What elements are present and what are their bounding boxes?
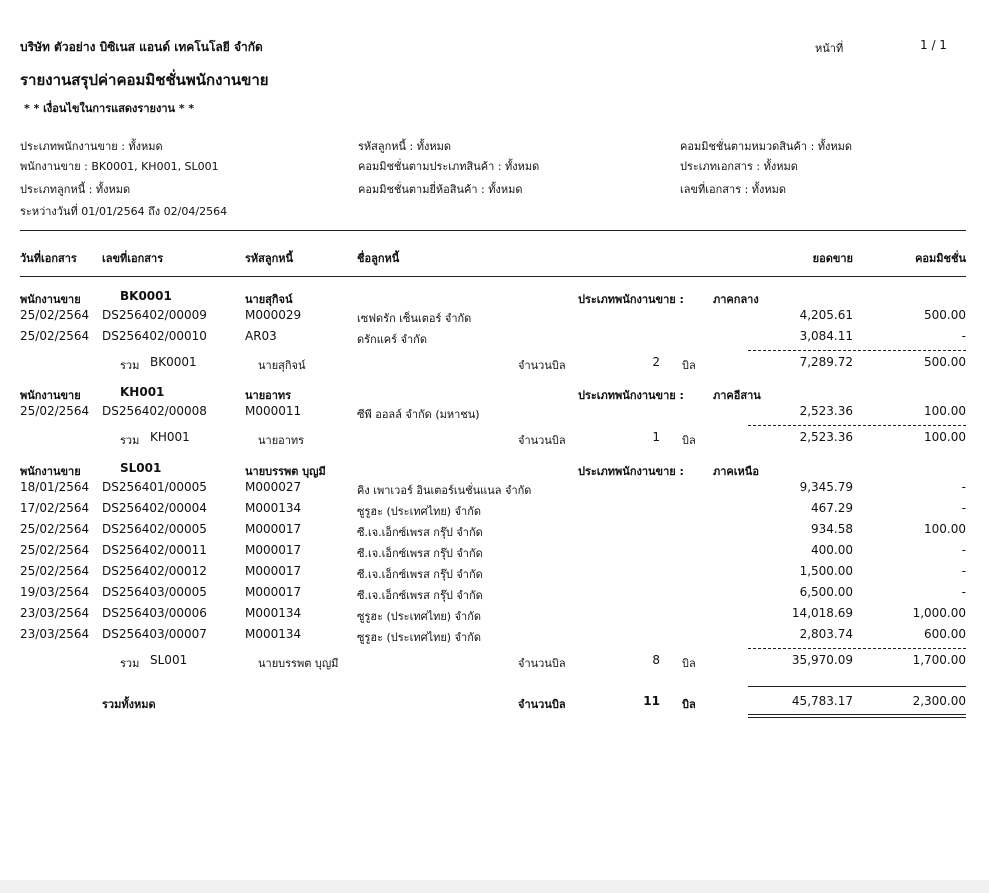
row-custname: ซี.เจ.เอ็กซ์เพรส กรุ๊ป จำกัด [357, 589, 483, 602]
report-title: รายงานสรุปค่าคอมมิชชั่นพนักงานขาย [20, 71, 269, 89]
condition-product-category: คอมมิชชั่นตามหมวดสินค้า : ทั้งหมด [680, 140, 853, 153]
subtotal-code: SL001 [150, 653, 188, 667]
column-header-commission: คอมมิชชั่น [915, 252, 966, 265]
subtotal-dashed-rule [748, 648, 966, 649]
row-custcode: AR03 [245, 329, 277, 343]
grand-total-double-rule-2 [748, 717, 966, 718]
row-custcode: M000029 [245, 308, 302, 322]
salesperson-name: นายสุกิจน์ [245, 293, 293, 306]
salesperson-type-value: ภาคเหนือ [713, 465, 759, 478]
row-docno: DS256402/00004 [102, 501, 207, 515]
row-commission: 1,000.00 [912, 606, 966, 620]
row-commission: 500.00 [924, 308, 966, 322]
column-header-date: วันที่เอกสาร [20, 252, 77, 265]
row-date: 23/03/2564 [20, 606, 90, 620]
salesperson-code: KH001 [120, 385, 165, 399]
subtotal-bill-unit: บิล [682, 434, 696, 447]
subtotal-bill-unit: บิล [682, 359, 696, 372]
subtotal-bill-count: 2 [652, 355, 660, 369]
subtotal-label: รวม [120, 657, 140, 670]
row-custname: ซูรูฮะ (ประเทศไทย) จำกัด [357, 610, 482, 623]
condition-product-type: คอมมิชชั่นตามประเภทสินค้า : ทั้งหมด [358, 160, 540, 173]
condition-salesperson-type: ประเภทพนักงานขาย : ทั้งหมด [20, 140, 163, 153]
row-commission: 100.00 [924, 404, 966, 418]
condition-document-number: เลขที่เอกสาร : ทั้งหมด [680, 183, 787, 196]
row-custcode: M000017 [245, 543, 302, 557]
column-header-custname: ชื่อลูกหนี้ [357, 252, 400, 265]
row-commission: 100.00 [924, 522, 966, 536]
grand-total-commission: 2,300.00 [912, 694, 966, 708]
salesperson-name: นายอาทร [245, 389, 292, 402]
subtotal-bill-unit: บิล [682, 657, 696, 670]
row-sales: 2,523.36 [799, 404, 853, 418]
row-date: 25/02/2564 [20, 329, 90, 343]
company-name: บริษัท ตัวอย่าง บิซิเนส แอนด์ เทคโนโลยี จำกัด [20, 40, 263, 54]
subtotal-sales: 2,523.36 [799, 430, 853, 444]
subtotal-commission: 100.00 [924, 430, 966, 444]
subtotal-label: รวม [120, 434, 140, 447]
header-bottom-rule [20, 276, 966, 277]
condition-document-type: ประเภทเอกสาร : ทั้งหมด [680, 160, 798, 173]
row-docno: DS256402/00005 [102, 522, 207, 536]
subtotal-dashed-rule [748, 350, 966, 351]
row-custname: คิง เพาเวอร์ อินเตอร์เนชั่นแนล จำกัด [357, 484, 532, 497]
salesperson-type-label: ประเภทพนักงานขาย : [578, 293, 684, 306]
row-docno: DS256403/00005 [102, 585, 207, 599]
row-docno: DS256402/00009 [102, 308, 207, 322]
row-sales: 4,205.61 [799, 308, 853, 322]
row-custname: ซี.เจ.เอ็กซ์เพรส กรุ๊ป จำกัด [357, 547, 483, 560]
subtotal-bill-count-label: จำนวนบิล [518, 657, 566, 670]
row-docno: DS256401/00005 [102, 480, 207, 494]
grand-bill-unit: บิล [682, 698, 696, 711]
grand-total-double-rule-1 [748, 714, 966, 715]
row-custcode: M000017 [245, 585, 302, 599]
row-custcode: M000011 [245, 404, 302, 418]
row-date: 23/03/2564 [20, 627, 90, 641]
row-custcode: M000017 [245, 522, 302, 536]
subtotal-bill-count: 1 [652, 430, 660, 444]
salesperson-code: SL001 [120, 461, 162, 475]
row-sales: 1,500.00 [799, 564, 853, 578]
page-number: 1 / 1 [920, 38, 947, 52]
salesperson-label: พนักงานขาย [20, 465, 81, 478]
header-top-rule [20, 230, 966, 231]
condition-customer-type: ประเภทลูกหนี้ : ทั้งหมด [20, 183, 131, 196]
row-date: 25/02/2564 [20, 522, 90, 536]
grand-total-sales: 45,783.17 [791, 694, 853, 708]
row-custname: เซฟดรัก เซ็นเตอร์ จำกัด [357, 312, 472, 325]
row-sales: 400.00 [811, 543, 853, 557]
column-header-sales: ยอดขาย [812, 252, 853, 265]
subtotal-bill-count-label: จำนวนบิล [518, 359, 566, 372]
row-custname: ซี.เจ.เอ็กซ์เพรส กรุ๊ป จำกัด [357, 568, 483, 581]
row-custname: ซูรูฮะ (ประเทศไทย) จำกัด [357, 631, 482, 644]
row-custcode: M000134 [245, 627, 302, 641]
row-custname: ดรักแคร์ จำกัด [357, 333, 427, 346]
page-label: หน้าที่ [815, 42, 844, 55]
subtotal-bill-count-label: จำนวนบิล [518, 434, 566, 447]
row-sales: 2,803.74 [799, 627, 853, 641]
row-sales: 9,345.79 [799, 480, 853, 494]
subtotal-commission: 1,700.00 [912, 653, 966, 667]
row-sales: 6,500.00 [799, 585, 853, 599]
salesperson-type-label: ประเภทพนักงานขาย : [578, 389, 684, 402]
row-sales: 3,084.11 [799, 329, 853, 343]
row-custcode: M000017 [245, 564, 302, 578]
subtotal-code: BK0001 [150, 355, 197, 369]
subtotal-name: นายอาทร [258, 434, 305, 447]
row-commission: - [961, 480, 966, 494]
condition-salesperson: พนักงานขาย : BK0001, KH001, SL001 [20, 160, 219, 173]
salesperson-type-value: ภาคอีสาน [713, 389, 761, 402]
subtotal-label: รวม [120, 359, 140, 372]
subtotal-sales: 7,289.72 [799, 355, 853, 369]
subtotal-dashed-rule [748, 425, 966, 426]
grand-bill-count-label: จำนวนบิล [518, 698, 566, 711]
row-sales: 14,018.69 [791, 606, 853, 620]
row-date: 25/02/2564 [20, 308, 90, 322]
subtotal-sales: 35,970.09 [791, 653, 853, 667]
salesperson-type-label: ประเภทพนักงานขาย : [578, 465, 684, 478]
row-date: 25/02/2564 [20, 564, 90, 578]
row-date: 18/01/2564 [20, 480, 90, 494]
row-custname: ซี.เจ.เอ็กซ์เพรส กรุ๊ป จำกัด [357, 526, 483, 539]
salesperson-name: นายบรรพต บุญมี [245, 465, 326, 478]
row-commission: - [961, 564, 966, 578]
subtotal-code: KH001 [150, 430, 190, 444]
column-header-docno: เลขที่เอกสาร [102, 252, 164, 265]
row-docno: DS256403/00006 [102, 606, 207, 620]
conditions-title: * * เงื่อนไขในการแสดงรายงาน * * [24, 102, 195, 115]
row-custcode: M000134 [245, 606, 302, 620]
grand-bill-count: 11 [643, 694, 660, 708]
salesperson-label: พนักงานขาย [20, 293, 81, 306]
subtotal-commission: 500.00 [924, 355, 966, 369]
row-commission: 600.00 [924, 627, 966, 641]
row-custcode: M000134 [245, 501, 302, 515]
row-docno: DS256402/00012 [102, 564, 207, 578]
row-docno: DS256403/00007 [102, 627, 207, 641]
salesperson-type-value: ภาคกลาง [713, 293, 759, 306]
subtotal-name: นายบรรพต บุญมี [258, 657, 339, 670]
salesperson-code: BK0001 [120, 289, 172, 303]
row-custcode: M000027 [245, 480, 302, 494]
row-custname: ซีพี ออลล์ จำกัด (มหาชน) [357, 408, 480, 421]
row-date: 25/02/2564 [20, 543, 90, 557]
row-docno: DS256402/00011 [102, 543, 207, 557]
row-date: 17/02/2564 [20, 501, 90, 515]
row-date: 19/03/2564 [20, 585, 90, 599]
grand-total-top-rule [748, 686, 966, 687]
subtotal-bill-count: 8 [652, 653, 660, 667]
row-sales: 467.29 [811, 501, 853, 515]
row-commission: - [961, 501, 966, 515]
row-custname: ซูรูฮะ (ประเทศไทย) จำกัด [357, 505, 482, 518]
row-docno: DS256402/00008 [102, 404, 207, 418]
row-commission: - [961, 543, 966, 557]
condition-customer-code: รหัสลูกหนี้ : ทั้งหมด [358, 140, 452, 153]
condition-date-range: ระหว่างวันที่ 01/01/2564 ถึง 02/04/2564 [20, 205, 228, 218]
column-header-custcode: รหัสลูกหนี้ [245, 252, 294, 265]
row-commission: - [961, 585, 966, 599]
subtotal-name: นายสุกิจน์ [258, 359, 306, 372]
row-docno: DS256402/00010 [102, 329, 207, 343]
condition-product-brand: คอมมิชชั่นตามยี่ห้อสินค้า : ทั้งหมด [358, 183, 523, 196]
grand-total-label: รวมทั้งหมด [102, 698, 156, 711]
row-commission: - [961, 329, 966, 343]
row-date: 25/02/2564 [20, 404, 90, 418]
row-sales: 934.58 [811, 522, 853, 536]
salesperson-label: พนักงานขาย [20, 389, 81, 402]
